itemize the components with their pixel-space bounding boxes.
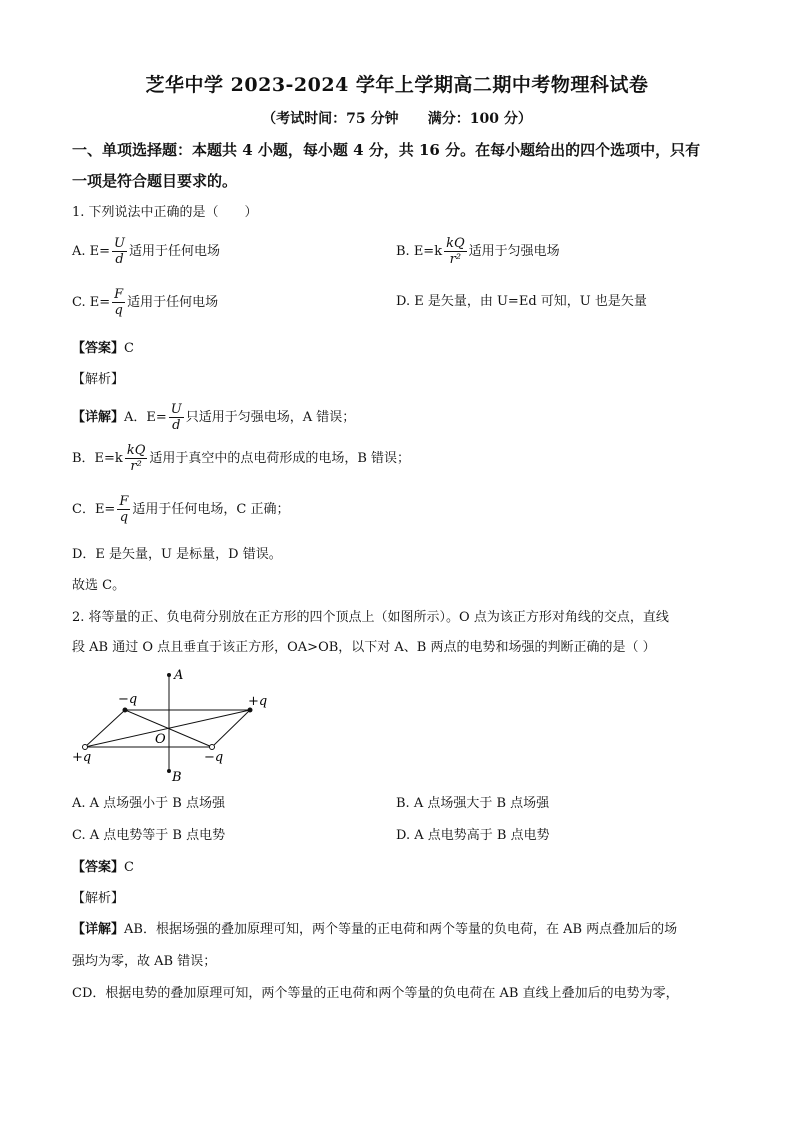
q1-answer-value: C — [124, 341, 134, 356]
q1-detail-c-fraction — [117, 494, 130, 525]
q1-option-b-fraction — [444, 236, 467, 267]
charge-bottom-left — [83, 745, 88, 750]
fraction-numerator: kQ — [126, 443, 146, 458]
label-o: O — [155, 732, 166, 747]
q1-detail-b-text: 适用于真空中的点电荷形成的电场，B 错误； — [149, 451, 411, 466]
q1-detail-d: D．E 是矢量，U 是标量，D 错误。 — [72, 547, 282, 562]
detail-tag: 【详解】 — [72, 922, 125, 937]
q1-option-c-prefix: C. E= — [72, 295, 111, 310]
q1-detail-b-fraction — [125, 443, 148, 474]
q1-option-a-text: 适用于任何电场 — [129, 244, 221, 259]
fraction-denominator: q — [119, 510, 129, 525]
q1-stem: 1. 下列说法中正确的是（ ） — [72, 205, 258, 220]
label-bottom-left-charge: +q — [72, 750, 92, 765]
q1-detail-a-text: 只适用于匀强电场，A 错误； — [185, 410, 356, 425]
q1-option-b-prefix: B. E=k — [396, 244, 443, 259]
fraction-denominator: q — [114, 303, 123, 318]
q1-option-d: D. E 是矢量，由 U=Ed 可知，U 也是矢量 — [396, 294, 647, 309]
q1-detail-c — [72, 494, 289, 525]
fraction-numerator: F — [119, 494, 129, 509]
q1-option-b-text: 适用于匀强电场 — [468, 244, 560, 259]
point-a — [167, 673, 171, 677]
label-b: B — [172, 770, 182, 785]
q1-detail-b-prefix: B．E=k — [72, 451, 123, 466]
label-a: A — [174, 668, 184, 683]
q1-answer — [72, 339, 134, 359]
q2-option-a: A. A 点场强小于 B 点场强 — [72, 796, 225, 811]
label-top-left-charge: −q — [118, 692, 138, 707]
q2-detail-line2: 强均为零，故 AB 错误； — [72, 954, 217, 969]
point-b — [167, 769, 171, 773]
q1-option-c — [72, 287, 218, 318]
fraction-denominator: d — [115, 252, 124, 267]
q2-option-d: D. A 点电势高于 B 点电势 — [396, 828, 550, 843]
fraction-numerator: U — [170, 402, 182, 417]
fraction-denominator: r² — [130, 459, 142, 474]
q2-stem-line1: 2. 将等量的正、负电荷分别放在正方形的四个顶点上（如图所示）。O 点为该正方形对角线的交点，直线 — [72, 610, 669, 625]
page-subtitle: （考试时间：75 分钟 满分：100 分） — [262, 111, 532, 127]
fraction-denominator: r² — [449, 252, 462, 267]
q1-detail-b — [72, 443, 410, 474]
q2-detail-line1 — [72, 920, 677, 940]
diagonal-2 — [85, 710, 250, 747]
detail-tag: 【详解】 — [72, 410, 125, 425]
charge-square-diagram — [72, 665, 282, 785]
q2-answer — [72, 858, 134, 878]
q1-option-a — [72, 236, 220, 267]
q2-detail-text1: AB．根据场强的叠加原理可知，两个等量的正电荷和两个等量的负电荷，在 AB 两点叠加后的场 — [124, 922, 678, 937]
q1-detail-a-fraction — [169, 402, 184, 433]
q2-stem-line2: 段 AB 通过 O 点且垂直于该正方形，OA>OB，以下对 A、B 两点的电势和场强的判断正确的是（ ） — [72, 640, 656, 655]
q2-detail-line3: CD．根据电势的叠加原理可知，两个等量的正电荷和两个等量的负电荷在 AB 直线上叠加后的电势为零， — [72, 986, 679, 1001]
fraction-numerator: F — [114, 287, 124, 302]
q2-option-c: C. A 点电势等于 B 点电势 — [72, 828, 226, 843]
fraction-numerator: kQ — [446, 236, 465, 251]
fraction-numerator: U — [114, 236, 126, 251]
answer-tag: 【答案】 — [72, 341, 125, 356]
section-heading-line2: 一项是符合题目要求的。 — [72, 172, 238, 190]
q1-detail-c-text: 适用于任何电场，C 正确； — [132, 502, 290, 517]
page-title: 芝华中学 2023-2024 学年上学期高二期中考物理科试卷 — [145, 74, 649, 96]
fraction-denominator: d — [172, 418, 181, 433]
answer-tag: 【答案】 — [72, 860, 125, 875]
q2-analysis-tag: 【解析】 — [72, 891, 125, 906]
q1-detail-c-prefix: C．E= — [72, 502, 116, 517]
q1-option-b — [396, 236, 560, 267]
q1-detail-a-prefix: A．E= — [124, 410, 167, 425]
q2-answer-value: C — [124, 860, 134, 875]
charge-bottom-right — [210, 745, 215, 750]
q1-option-c-text: 适用于任何电场 — [127, 295, 219, 310]
q1-detail-a — [72, 402, 355, 433]
q1-analysis-tag: 【解析】 — [72, 372, 125, 387]
q2-option-b: B. A 点场强大于 B 点场强 — [396, 796, 550, 811]
section-heading-line1: 一、单项选择题：本题共 4 小题，每小题 4 分，共 16 分。在每小题给出的四个选项中，只有 — [72, 141, 701, 159]
q1-conclusion: 故选 C。 — [72, 578, 126, 593]
label-top-right-charge: +q — [248, 694, 268, 709]
q1-option-a-prefix: A. E= — [72, 244, 111, 259]
charge-top-left — [123, 708, 128, 713]
label-bottom-right-charge: −q — [204, 750, 224, 765]
q1-option-c-fraction — [112, 287, 125, 318]
q1-option-a-fraction — [112, 236, 127, 267]
